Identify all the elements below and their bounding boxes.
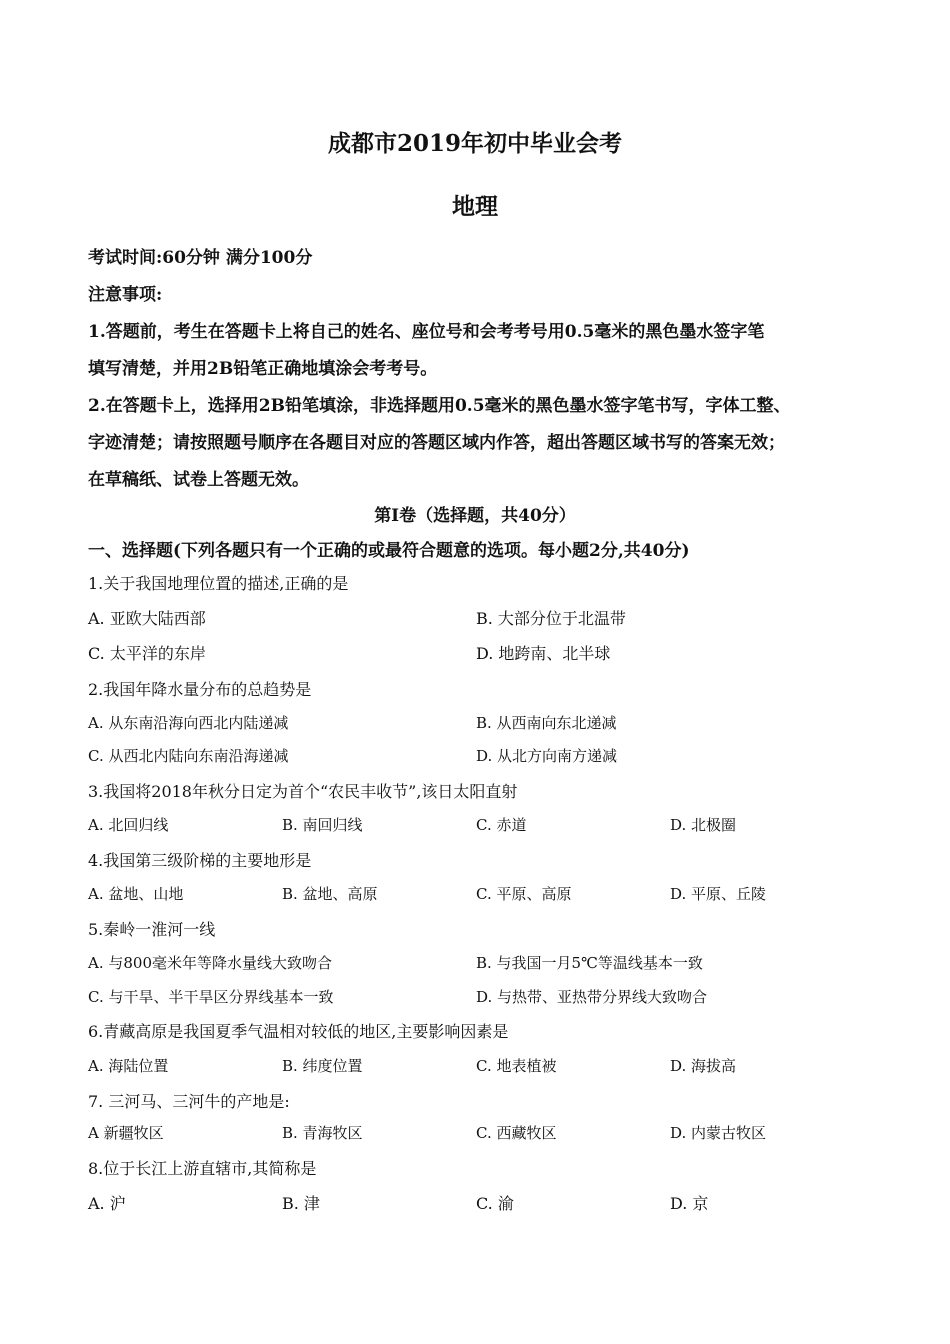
option-a: A. 海陆位置 bbox=[88, 1057, 169, 1075]
option-c: C. 与干旱、半干旱区分界线基本一致 bbox=[88, 988, 334, 1006]
option-c: C. 从西北内陆向东南沿海递减 bbox=[88, 747, 289, 765]
notice-label: 注意事项: bbox=[88, 285, 163, 305]
option-a: A. 沪 bbox=[88, 1194, 126, 1213]
option-b: B. 大部分位于北温带 bbox=[476, 609, 626, 628]
option-d: D. 与热带、亚热带分界线大致吻合 bbox=[476, 988, 708, 1006]
option-d: D. 京 bbox=[670, 1194, 709, 1213]
option-d: D. 海拔高 bbox=[670, 1057, 737, 1075]
option-c: C. 地表植被 bbox=[476, 1057, 557, 1075]
option-d: D. 从北方向南方递减 bbox=[476, 747, 618, 765]
option-d: D. 地跨南、北半球 bbox=[476, 644, 611, 663]
option-b: B. 青海牧区 bbox=[282, 1124, 363, 1142]
option-b: B. 从西南向东北递减 bbox=[476, 714, 617, 732]
question-stem: 7. 三河马、三河牛的产地是: bbox=[88, 1092, 290, 1111]
option-b: B. 盆地、高原 bbox=[282, 885, 378, 903]
option-a: A 新疆牧区 bbox=[88, 1124, 164, 1142]
subject-title: 地理 bbox=[452, 193, 498, 220]
note-1-line-2: 填写清楚，并用2B铅笔正确地填涂会考考号。 bbox=[88, 359, 438, 379]
option-a: A. 亚欧大陆西部 bbox=[88, 609, 206, 628]
option-c: C. 平原、高原 bbox=[476, 885, 572, 903]
question-stem: 8.位于长江上游直辖市,其简称是 bbox=[88, 1159, 317, 1178]
note-2-line-2: 字迹清楚；请按照题号顺序在各题目对应的答题区域内作答，超出答题区域书写的答案无效； bbox=[88, 433, 785, 453]
option-d: D. 平原、丘陵 bbox=[670, 885, 767, 903]
exam-time: 考试时间:60分钟 满分100分 bbox=[88, 248, 313, 268]
note-2-line-3: 在草稿纸、试卷上答题无效。 bbox=[88, 470, 309, 490]
option-b: B. 纬度位置 bbox=[282, 1057, 363, 1075]
note-1-line-1: 1.答题前，考生在答题卡上将自己的姓名、座位号和会考考号用0.5毫米的黑色墨水签字笔 bbox=[88, 322, 765, 342]
option-c: C. 西藏牧区 bbox=[476, 1124, 557, 1142]
question-stem: 4.我国第三级阶梯的主要地形是 bbox=[88, 851, 312, 870]
note-2-line-1: 2.在答题卡上，选择用2B铅笔填涂，非选择题用0.5毫米的黑色墨水签字笔书写，字体工整、 bbox=[88, 396, 791, 416]
question-stem: 3.我国将2018年秋分日定为首个“农民丰收节”,该日太阳直射 bbox=[88, 782, 518, 801]
option-a: A. 与800毫米年等降水量线大致吻合 bbox=[88, 954, 333, 972]
option-c: C. 赤道 bbox=[476, 816, 527, 834]
option-b: B. 南回归线 bbox=[282, 816, 363, 834]
exam-title: 成都市2019年初中毕业会考 bbox=[327, 130, 622, 157]
option-b: B. 津 bbox=[282, 1194, 320, 1213]
option-d: D. 内蒙古牧区 bbox=[670, 1124, 767, 1142]
option-d: D. 北极圈 bbox=[670, 816, 737, 834]
question-stem: 1.关于我国地理位置的描述,正确的是 bbox=[88, 574, 349, 593]
question-stem: 5.秦岭一淮河一线 bbox=[88, 920, 216, 939]
option-a: A. 盆地、山地 bbox=[88, 885, 184, 903]
option-b: B. 与我国一月5℃等温线基本一致 bbox=[476, 954, 703, 972]
option-c: C. 太平洋的东岸 bbox=[88, 644, 206, 663]
section-heading: 一、选择题(下列各题只有一个正确的或最符合题意的选项。每小题2分,共40分) bbox=[88, 541, 690, 561]
option-c: C. 渝 bbox=[476, 1194, 514, 1213]
question-stem: 2.我国年降水量分布的总趋势是 bbox=[88, 680, 312, 699]
volume-heading: 第Ⅰ卷（选择题，共40分） bbox=[374, 506, 576, 526]
option-a: A. 从东南沿海向西北内陆递减 bbox=[88, 714, 289, 732]
option-a: A. 北回归线 bbox=[88, 816, 169, 834]
question-stem: 6.青藏高原是我国夏季气温相对较低的地区,主要影响因素是 bbox=[88, 1022, 509, 1041]
